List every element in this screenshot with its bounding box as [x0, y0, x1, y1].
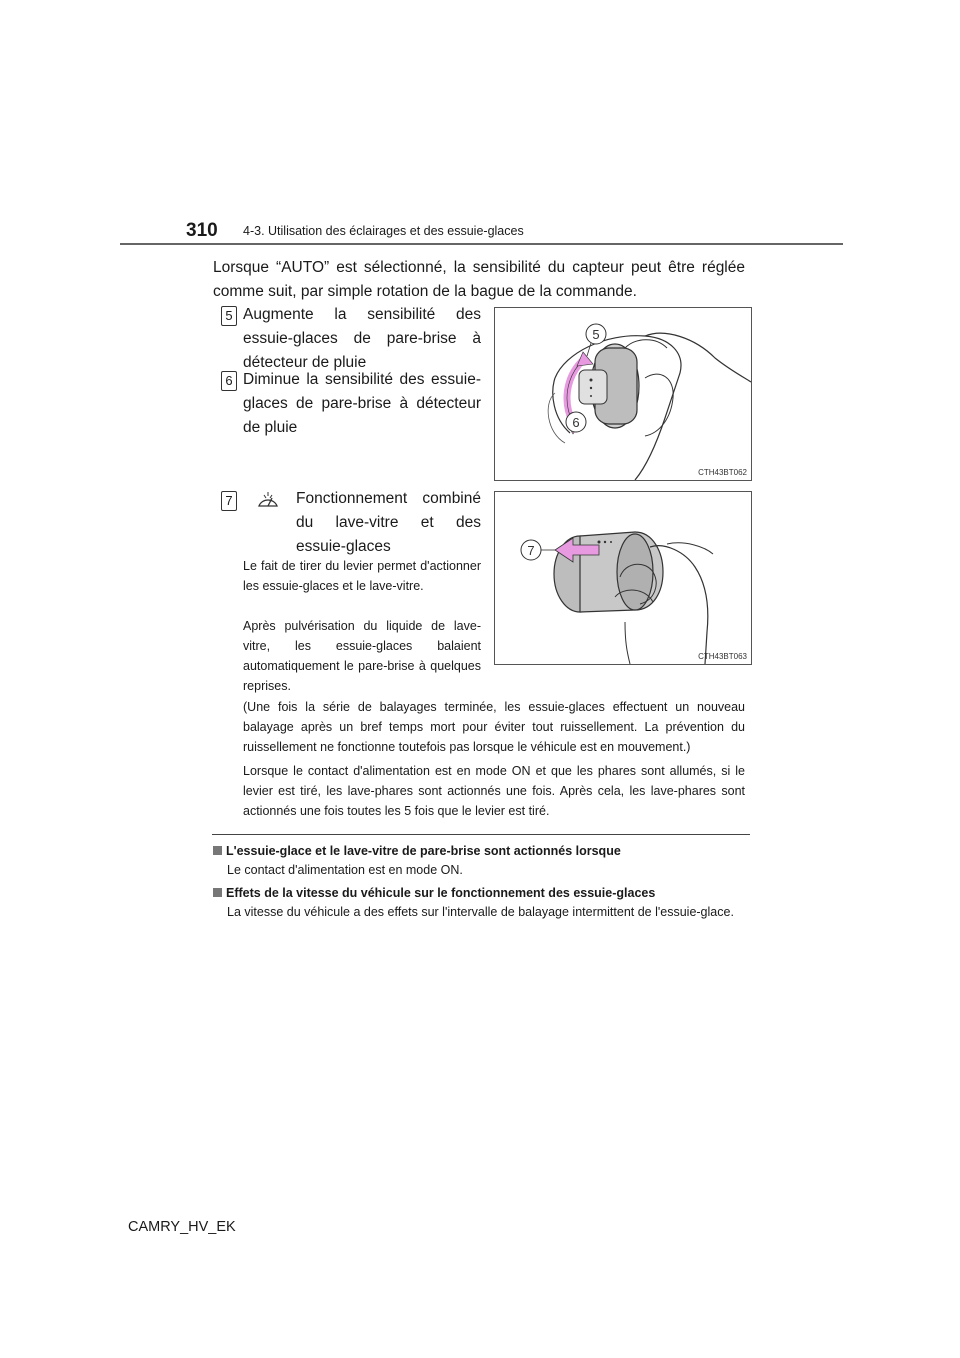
item-number-badge: 7 [221, 491, 237, 511]
item-detail: Après pulvérisation du liquide de lave-vitre, les essuie-glaces balaient automatiquement le pare-brise à quelques reprises. [243, 619, 481, 693]
square-bullet-icon [213, 846, 222, 855]
item-number-badge: 5 [221, 306, 237, 326]
figure-label: 7 [527, 543, 535, 558]
notes-divider [212, 834, 750, 835]
item-text: Diminue la sensibilité des essuie-glaces de pare-brise à détecteur de pluie [243, 371, 481, 436]
note-body: Le contact d'alimentation est en mode ON. [227, 863, 463, 877]
page-number: 310 [186, 220, 218, 241]
item-text: Fonctionnement combiné du lave-vitre et des essuie-glaces [296, 490, 481, 555]
note-title: Effets de la vitesse du véhicule sur le fonctionnement des essuie-glaces [226, 886, 656, 900]
note [213, 844, 753, 880]
footer-model-code: CAMRY_HV_EK [128, 1219, 236, 1235]
square-bullet-icon [213, 888, 222, 897]
washer-icon [256, 489, 280, 511]
figure-code: CTH43BT063 [698, 652, 747, 661]
item-text: Augmente la sensibilité des essuie-glaces de pare-brise à détecteur de pluie [243, 306, 481, 371]
header-rule [120, 243, 843, 245]
paragraph: Lorsque le contact d'alimentation est en mode ON et que les phares sont allumés, si le levier est tiré, les lave-phares sont actionnés une fois. Après cela, les lave-phares sont actionnés une fois toutes les 5 fois que le levier est tiré. [243, 764, 745, 818]
note [213, 886, 753, 922]
item-number-badge: 6 [221, 371, 237, 391]
figure-label: 6 [572, 415, 580, 430]
figure-label: 5 [592, 327, 600, 342]
paragraph: (Une fois la série de balayages terminée, les essuie-glaces effectuent un nouveau balayage après un bref temps mort pour éviter tout ruissellement. La prévention du ruissellement ne fonctionne toutefois pas lorsque le véhicule est en mouvement.) [243, 700, 745, 754]
figure-pull-lever [494, 491, 752, 665]
note-body: La vitesse du véhicule a des effets sur l'intervalle de balayage intermittent de l'essuie-glace. [227, 905, 734, 919]
figure-sensitivity-ring [494, 307, 752, 481]
item-detail: Le fait de tirer du levier permet d'actionner les essuie-glaces et le lave-vitre. [243, 559, 481, 593]
figure-code: CTH43BT062 [698, 468, 747, 477]
lever-pull-illustration [495, 492, 751, 664]
note-title: L'essuie-glace et le lave-vitre de pare-brise sont actionnés lorsque [226, 844, 621, 858]
section-title: 4-3. Utilisation des éclairages et des essuie-glaces [243, 224, 524, 238]
lever-ring-illustration [495, 308, 751, 480]
intro-paragraph: Lorsque “AUTO” est sélectionné, la sensibilité du capteur peut être réglée comme suit, par simple rotation de la bague de la commande. [213, 259, 745, 300]
